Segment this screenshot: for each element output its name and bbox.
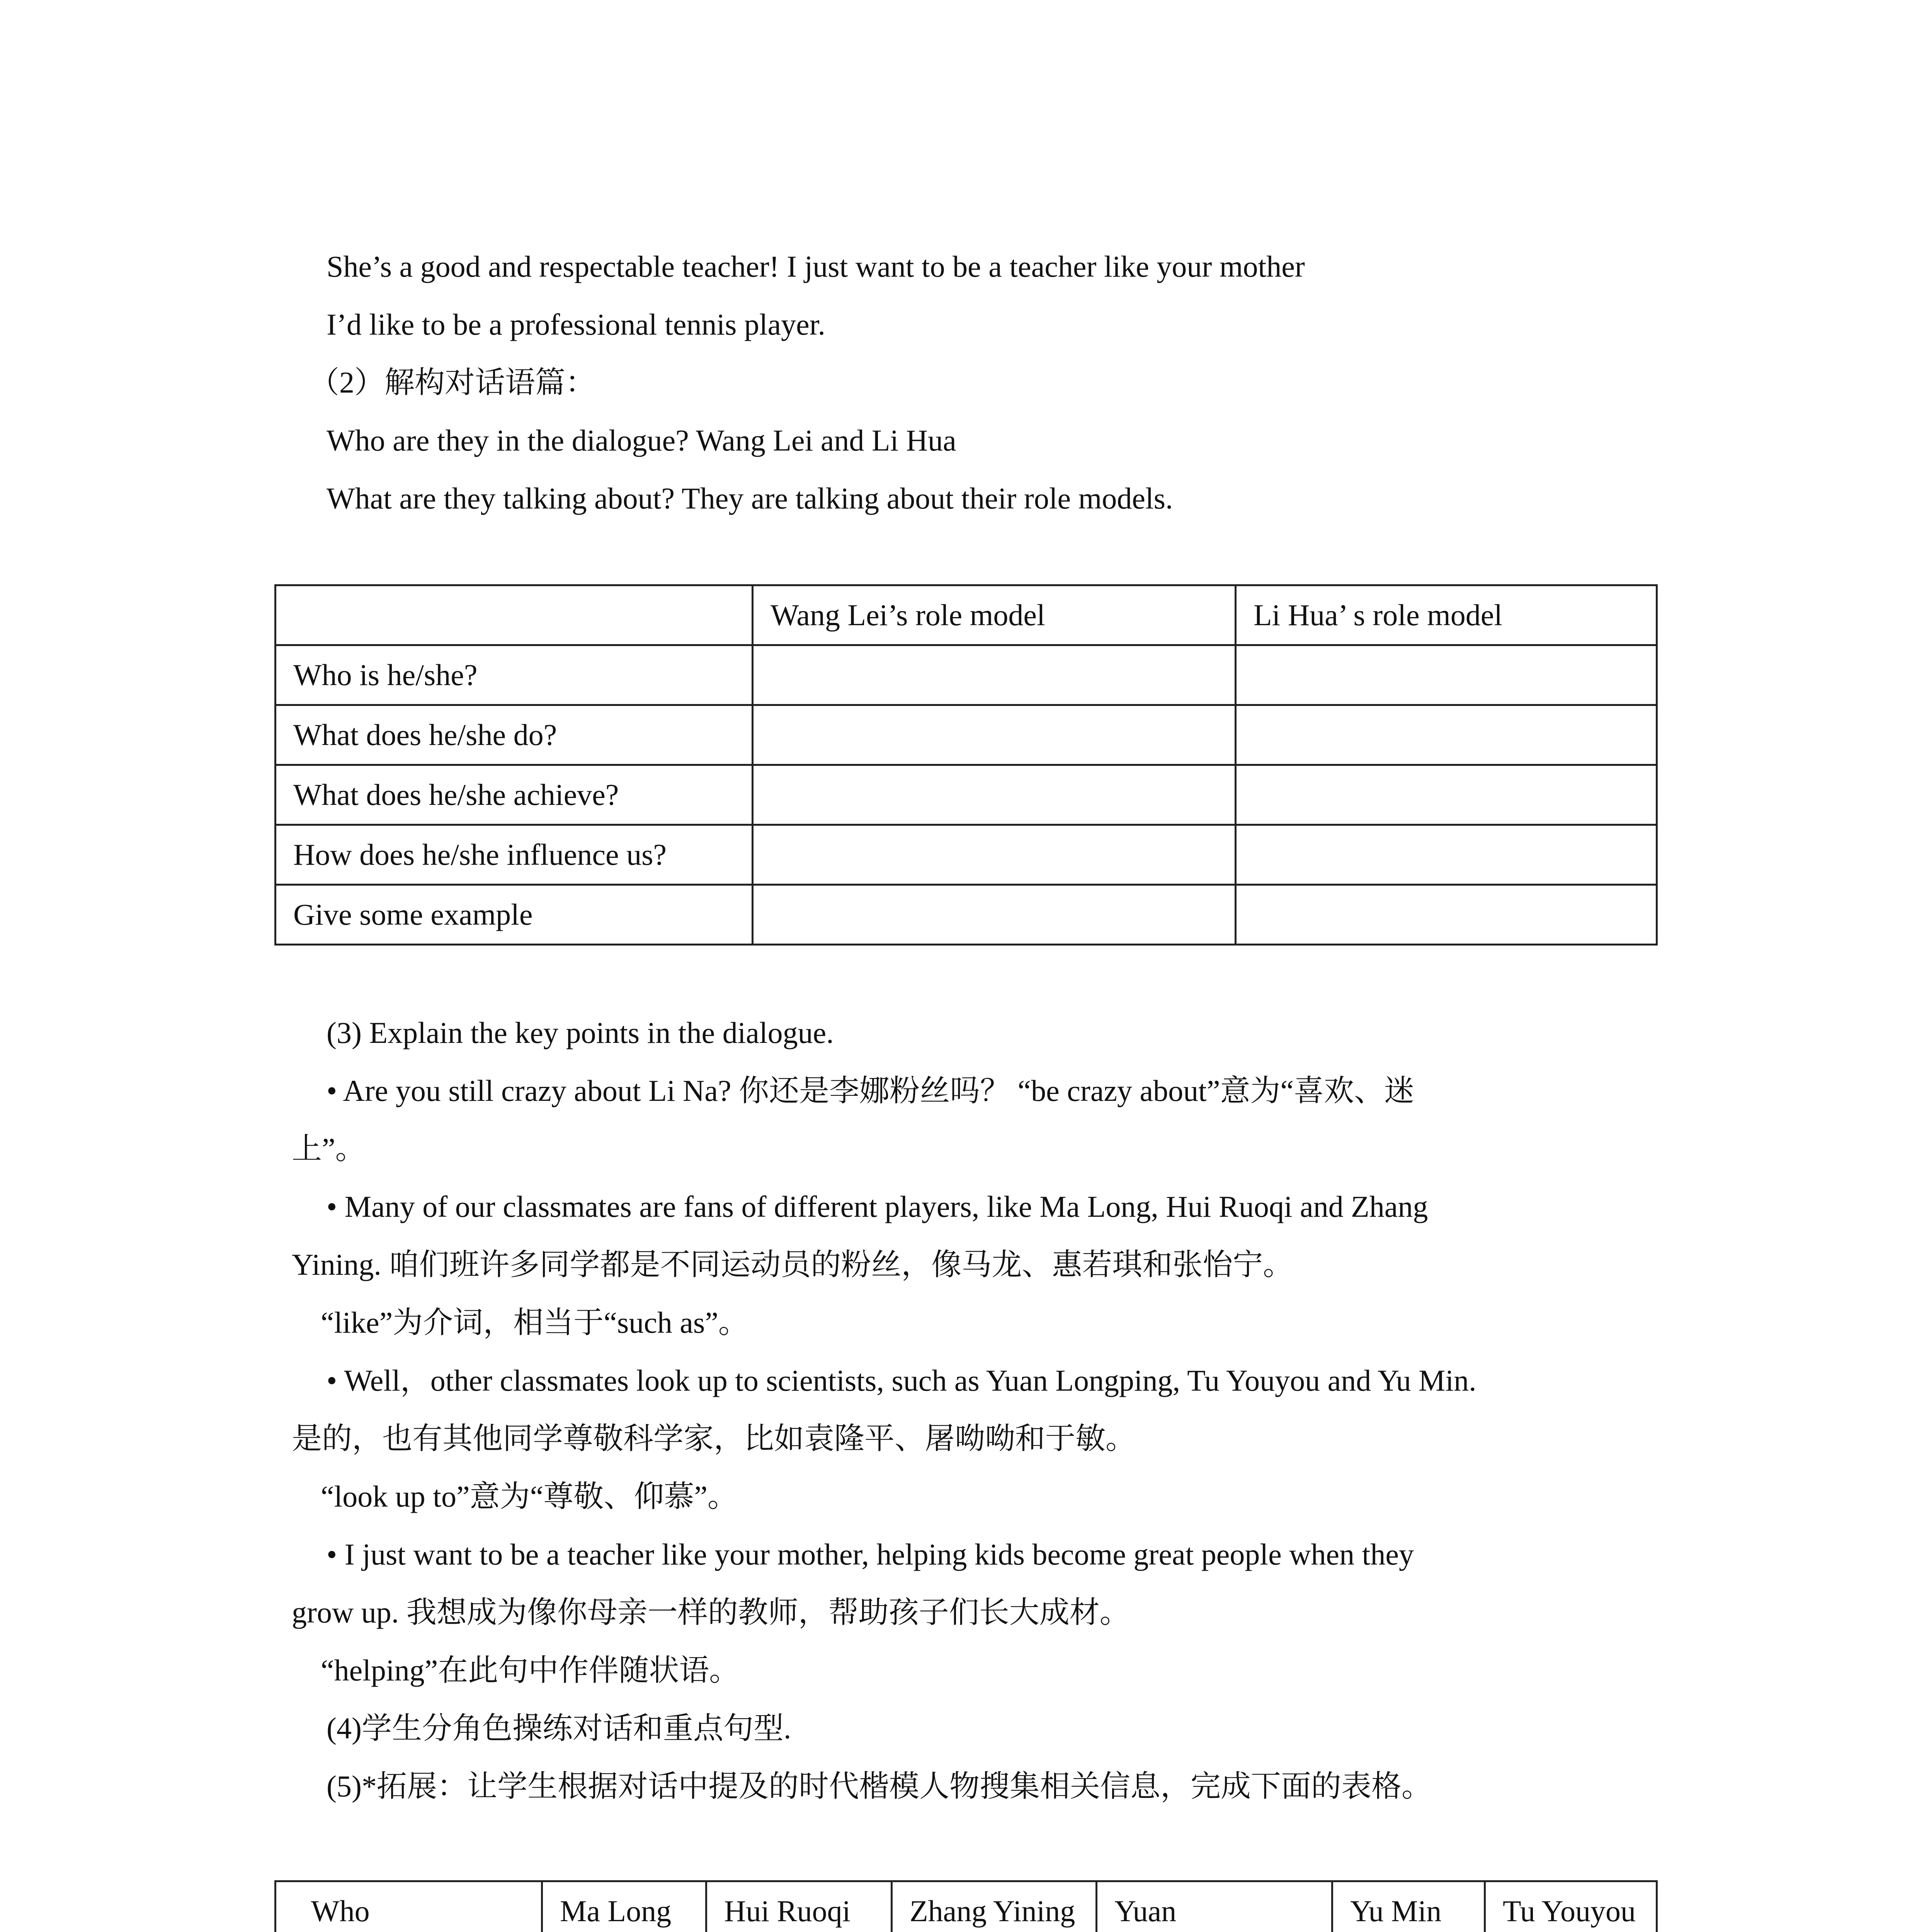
table-header-cell	[276, 585, 753, 645]
text-line: 是的，也有其他同学尊敬科学家，比如袁隆平、屠呦呦和于敏。	[292, 1422, 1136, 1455]
table-row	[276, 825, 1657, 885]
table-cell[interactable]	[1236, 765, 1657, 825]
table-cell[interactable]	[753, 645, 1236, 705]
table-row	[276, 705, 1657, 765]
table-header-cell: Yu Min	[1332, 1881, 1485, 1932]
bullet-line: • I just want to be a teacher like your mother, helping kids become great people when they	[327, 1537, 1414, 1571]
text-line: She’s a good and respectable teacher! I just want to be a teacher like your mother	[327, 250, 1305, 283]
table-header-cell: Yuan	[1097, 1881, 1332, 1932]
text-line: Who are they in the dialogue? Wang Lei and Li Hua	[327, 423, 956, 457]
table-cell[interactable]	[753, 885, 1236, 945]
table-header-cell: Tu Youyou	[1485, 1881, 1657, 1932]
text-line: “helping”在此句中作伴随状语。	[321, 1653, 740, 1687]
row-label: How does he/she influence us?	[276, 825, 753, 885]
table-cell[interactable]	[1236, 825, 1657, 885]
table-row	[276, 645, 1657, 705]
table-header-cell: Zhang Yining	[892, 1881, 1097, 1932]
table-header-cell: Hui Ruoqi	[706, 1881, 892, 1932]
text-line: What are they talking about? They are talking about their role models.	[327, 481, 1173, 515]
text-line: “like”为介词，相当于“such as”。	[321, 1306, 748, 1339]
table-row	[276, 885, 1657, 945]
table-cell[interactable]	[753, 705, 1236, 765]
row-label: What does he/she achieve?	[276, 765, 753, 825]
table-cell[interactable]	[1236, 705, 1657, 765]
bullet-line: • Well，other classmates look up to scientists, such as Yuan Longping, Tu Youyou and Yu Min.	[327, 1364, 1476, 1397]
text-line: (4)学生分角色操练对话和重点句型.	[327, 1711, 791, 1745]
text-line: “look up to”意为“尊敬、仰慕”。	[321, 1480, 738, 1513]
table-row	[276, 765, 1657, 825]
text-line: 上”。	[292, 1132, 366, 1165]
text-line: (5)*拓展：让学生根据对话中提及的时代楷模人物搜集相关信息，完成下面的表格。	[327, 1769, 1432, 1803]
table-cell[interactable]	[1236, 645, 1657, 705]
bullet-line: • Many of our classmates are fans of different players, like Ma Long, Hui Ruoqi and Zhang	[327, 1190, 1428, 1223]
text-line: Yining. 咱们班许多同学都是不同运动员的粉丝，像马龙、惠若琪和张怡宁。	[292, 1248, 1293, 1281]
table-header-cell: Who	[276, 1881, 542, 1932]
table-header-cell: Ma Long	[542, 1881, 706, 1932]
role-model-research-table	[274, 1880, 1658, 1932]
table-cell[interactable]	[753, 825, 1236, 885]
table-cell[interactable]	[753, 765, 1236, 825]
row-label: What does he/she do?	[276, 705, 753, 765]
table-header-cell: Li Hua’ s role model	[1236, 585, 1657, 645]
row-label: Who is he/she?	[276, 645, 753, 705]
row-label: Give some example	[276, 885, 753, 945]
section-heading: (3) Explain the key points in the dialogue.	[327, 1016, 834, 1049]
text-line: I’d like to be a professional tennis player.	[327, 308, 825, 341]
role-model-table	[274, 584, 1658, 946]
section-heading: （2）解构对话语篇：	[309, 366, 596, 399]
table-header-row	[276, 1881, 1657, 1932]
table-cell[interactable]	[1236, 885, 1657, 945]
table-header-cell: Wang Lei’s role model	[753, 585, 1236, 645]
text-line: grow up. 我想成为像你母亲一样的教师，帮助孩子们长大成材。	[292, 1595, 1130, 1629]
bullet-line: • Are you still crazy about Li Na? 你还是李娜粉丝吗？ “be crazy about”意为“喜欢、迷	[327, 1074, 1415, 1107]
table-header-row	[276, 585, 1657, 645]
